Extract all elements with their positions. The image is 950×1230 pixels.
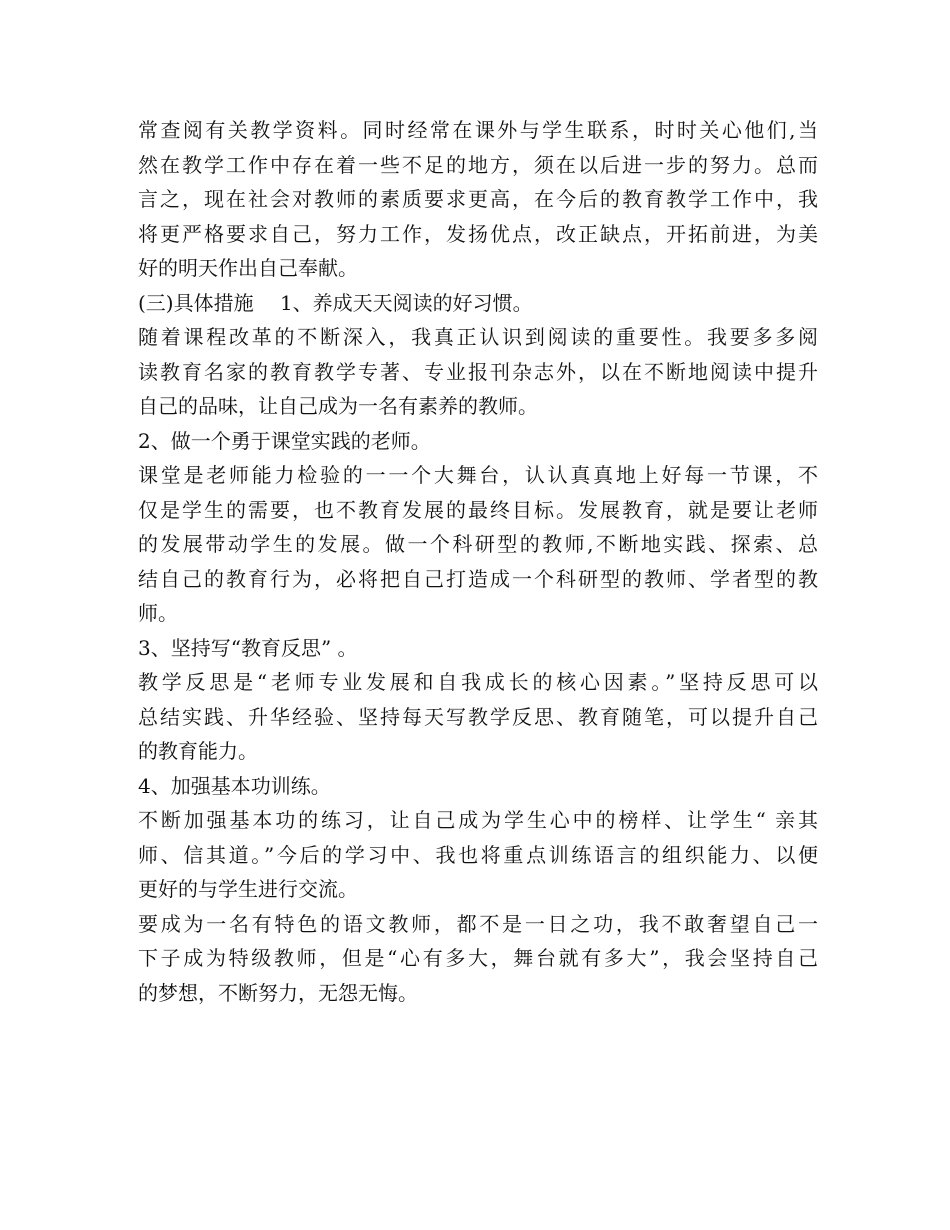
text-line: 随着课程改革的不断深入，我真正认识到阅读的重要性。我要多多阅	[138, 325, 818, 349]
text-line: 言之，现在社会对教师的素质要求更高，在今后的教育教学工作中，我	[138, 187, 818, 211]
text-line: 更好的与学生进行交流。	[138, 877, 358, 901]
text-line: 要成为一名有特色的语文教师，都不是一日之功，我不敢奢望自己一	[138, 911, 818, 936]
text-line: 师。	[138, 601, 178, 625]
text-line: 常查阅有关教学资料。同时经常在课外与学生联系，时时关心他们,当	[138, 118, 818, 142]
text-line: 的梦想，不断努力，无怨无悔。	[138, 980, 418, 1005]
text-line: 结自己的教育行为，必将把自己打造成一个科研型的教师、学者型的教	[138, 566, 818, 591]
text-line: 下子成为特级教师，但是“心有多大，舞台就有多大”，我会坚持自己	[138, 946, 818, 970]
list-item-heading: 2、做一个勇于课堂实践的老师。	[138, 428, 431, 453]
list-item-heading: 3、坚持写“教育反思” 。	[138, 635, 358, 660]
text-line: 仅是学生的需要，也不教育发展的最终目标。发展教育，就是要让老师	[138, 497, 818, 522]
text-line: 好的明天作出自己奉献。	[138, 256, 358, 280]
text-line: 的发展带动学生的发展。做一个科研型的教师,不断地实践、探索、总	[138, 532, 818, 556]
text-line: 然在教学工作中存在着一些不足的地方，须在以后进一步的努力。总而	[138, 152, 818, 177]
text-line: 课堂是老师能力检验的一一个大舞台，认认真真地上好每一节课，不	[138, 463, 818, 487]
section-heading: (三)具体措施 1、养成天天阅读的好习惯。	[138, 290, 533, 315]
document-body	[138, 113, 818, 1010]
text-line: 教学反思是“老师专业发展和自我成长的核心因素。”坚持反思可以	[138, 670, 818, 694]
text-line: 师、信其道。”今后的学习中、我也将重点训练语言的组织能力、以便	[138, 842, 818, 867]
list-item-heading: 4、加强基本功训练。	[138, 773, 331, 798]
text-line: 总结实践、升华经验、坚持每天写教学反思、教育随笔，可以提升自己	[138, 704, 818, 729]
text-line: 将更严格要求自己，努力工作，发扬优点，改正缺点，开拓前进，为美	[138, 221, 818, 246]
text-line: 读教育名家的教育教学专著、专业报刊杂志外，以在不断地阅读中提升	[138, 359, 818, 384]
text-line: 自己的品味，让自己成为一名有素养的教师。	[138, 394, 538, 418]
text-line: 不断加强基本功的练习，让自己成为学生心中的榜样、让学生“ 亲其	[138, 808, 818, 832]
text-line: 的教育能力。	[138, 739, 258, 763]
